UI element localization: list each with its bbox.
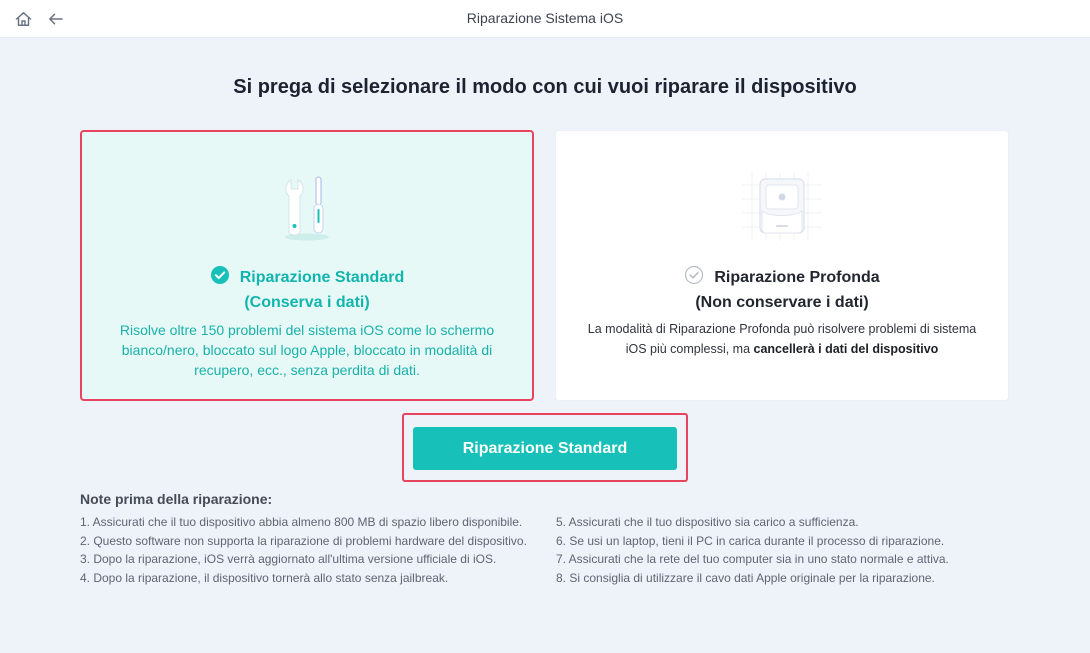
check-circle-icon (210, 265, 230, 290)
note-item: 5. Assicurati che il tuo dispositivo sia carico a sufficienza. (556, 515, 859, 529)
note-item: 2. Questo software non supporta la riparazione di problemi hardware del dispositivo. (80, 533, 527, 548)
standard-repair-button[interactable]: Riparazione Standard (413, 427, 677, 470)
deep-description (578, 319, 986, 359)
device-repair-icon (556, 171, 1008, 243)
standard-subtitle: (Conserva i dati) (244, 294, 370, 311)
tools-icon (82, 174, 532, 242)
notes-title: Note prima della riparazione: (80, 491, 273, 507)
note-item: 4. Dopo la riparazione, il dispositivo tornerà allo stato senza jailbreak. (80, 570, 449, 585)
deep-title-row (556, 265, 1008, 290)
note-item: 3. Dopo la riparazione, iOS verrà aggiornato all'ultima versione ufficiale di iOS. (80, 552, 497, 566)
deep-repair-card[interactable] (555, 130, 1009, 401)
action-button-highlight (402, 413, 688, 482)
deep-description-warning: cancellerà i dati del dispositivo (753, 342, 939, 356)
window-title: Riparazione Sistema iOS (466, 10, 624, 26)
page-headline: Si prega di selezionare il modo con cui vuoi riparare il dispositivo (233, 76, 857, 98)
check-circle-outline-icon (684, 265, 704, 290)
standard-description: Risolve oltre 150 problemi del sistema iOS come lo schermo bianco/nero, bloccato sul logo Apple, bloccato in modalità di recupero, ecc., senza perdita di dati. (119, 322, 495, 378)
standard-repair-card[interactable] (80, 130, 534, 401)
standard-title-row (82, 265, 532, 290)
note-item: 1. Assicurati che il tuo dispositivo abbia almeno 800 MB di spazio libero disponibile. (80, 515, 523, 529)
notes-list-right (556, 514, 1026, 588)
deep-title: Riparazione Profonda (714, 268, 880, 286)
deep-subtitle: (Non conservare i dati) (695, 294, 869, 311)
notes-list-left (80, 514, 530, 588)
note-item: 6. Se usi un laptop, tieni il PC in carica durante il processo di riparazione. (556, 533, 945, 548)
note-item: 7. Assicurati che la rete del tuo computer sia in uno stato normale e attiva. (556, 552, 949, 566)
standard-title: Riparazione Standard (239, 268, 405, 286)
note-item: 8. Si consiglia di utilizzare il cavo dati Apple originale per la riparazione. (556, 570, 935, 585)
deep-description-text: La modalità di Riparazione Profonda può risolvere problemi di sistema iOS più complessi, ma (587, 322, 977, 356)
title-bar (0, 0, 1090, 38)
